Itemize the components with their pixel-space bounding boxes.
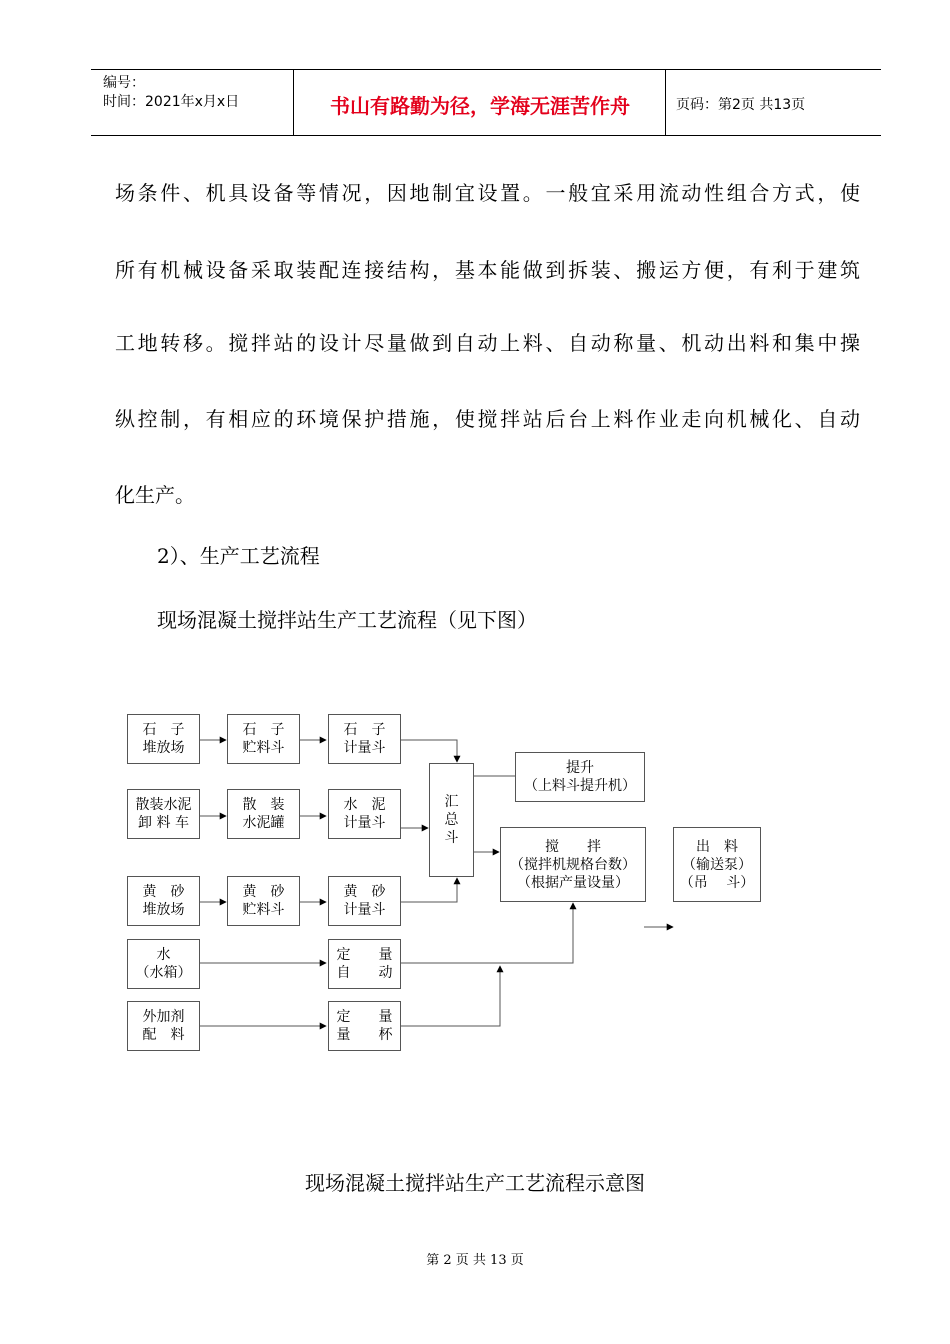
box-stone-bin-line-2: 贮料斗 [242, 740, 285, 756]
header-motto: 书山有路勤为径，学海无涯苦作舟 [330, 94, 630, 118]
box-stone-bin [227, 714, 300, 764]
page-footer: 第 2 页 共 13 页 [426, 1253, 524, 1268]
section-heading: 2）、生产工艺流程 [157, 544, 320, 568]
box-collector-line-1: 汇 [444, 794, 459, 810]
box-sand-yard-line-1: 黄 砂 [142, 884, 185, 900]
box-output-line-1: 出 料 [696, 838, 738, 855]
box-sand-bin-line-1: 黄 砂 [242, 884, 285, 900]
document-number-label: 编号： [103, 75, 145, 91]
body-line-2: 所有机械设备采取装配连接结构，基本能做到拆装、搬运方便，有利于建筑 [115, 258, 860, 282]
box-sand-yard [127, 876, 200, 926]
flowchart-caption: 现场混凝土搅拌站生产工艺流程示意图 [305, 1171, 645, 1195]
document-time-label: 时间：2021年x月x日 [103, 94, 240, 110]
box-cement-hopper-line-2: 计量斗 [343, 815, 386, 831]
box-water-meter-line-2: 自 动 [336, 965, 393, 981]
box-lift [515, 752, 645, 802]
box-cement-truck-line-1: 散装水泥 [135, 797, 192, 813]
box-sand-bin [227, 876, 300, 926]
box-cement-hopper [328, 789, 401, 839]
box-output-line-2: （输送泵） [682, 856, 752, 873]
connector-water-meter-to-mixer [401, 903, 573, 963]
box-sand-bin-line-2: 贮料斗 [242, 902, 285, 918]
box-stone-hopper-line-1: 石 子 [343, 722, 386, 738]
body-line-4: 纵控制，有相应的环境保护措施，使搅拌站后台上料作业走向机械化、自动 [115, 407, 860, 431]
box-mixer-line-3: （根据产量设量） [517, 874, 629, 891]
box-additive-meter-line-2: 量 杯 [336, 1027, 393, 1043]
box-water-line-2: （水箱） [135, 965, 192, 981]
box-stone-hopper [328, 714, 401, 764]
box-sand-yard-line-2: 堆放场 [142, 902, 185, 918]
box-lift-line-2: （上料斗提升机） [524, 778, 636, 794]
connector-sand-hopper-to-collector [401, 878, 457, 902]
box-mixer-line-1: 搅 拌 [545, 838, 601, 855]
box-output-line-3: （吊 斗） [679, 874, 755, 891]
flowchart-intro: 现场混凝土搅拌站生产工艺流程（见下图） [157, 608, 537, 632]
box-collector-line-2: 总 [444, 812, 459, 828]
box-cement-tank-line-2: 水泥罐 [242, 815, 285, 831]
box-sand-hopper-line-1: 黄 砂 [343, 884, 386, 900]
box-cement-truck-line-2: 卸 料 车 [138, 815, 189, 831]
box-collector-line-3: 斗 [444, 830, 459, 846]
box-stone-yard-line-1: 石 子 [142, 722, 185, 738]
box-stone-bin-line-1: 石 子 [242, 722, 285, 738]
box-stone-hopper-line-2: 计量斗 [343, 740, 386, 756]
box-mixer-line-2: （搅拌机规格台数） [510, 856, 636, 873]
box-additive [127, 1001, 200, 1051]
box-cement-tank-line-1: 散 装 [242, 797, 285, 813]
box-water-meter-line-1: 定 量 [336, 947, 393, 963]
body-line-5: 化生产。 [115, 483, 195, 507]
box-sand-hopper [328, 876, 401, 926]
connector-stone-hopper-to-collector [401, 740, 457, 762]
box-cement-truck [127, 789, 200, 839]
box-stone-yard-line-2: 堆放场 [142, 740, 185, 756]
box-cement-tank [227, 789, 300, 839]
box-sand-hopper-line-2: 计量斗 [343, 902, 386, 918]
box-stone-yard [127, 714, 200, 764]
box-water-line-1: 水 [156, 947, 171, 963]
box-output [673, 827, 761, 902]
page-number-label: 页码：第2页 共13页 [676, 97, 806, 113]
connector-additive-meter-to-junction [401, 966, 500, 1026]
box-lift-line-1: 提升 [566, 760, 594, 776]
box-additive-line-1: 外加剂 [142, 1009, 185, 1025]
box-additive-meter-line-1: 定 量 [336, 1009, 393, 1025]
body-line-3: 工地转移。搅拌站的设计尽量做到自动上料、自动称量、机动出料和集中操 [115, 331, 860, 355]
box-additive-meter [328, 1001, 401, 1051]
box-water-meter [328, 939, 401, 989]
box-cement-hopper-line-1: 水 泥 [343, 797, 386, 813]
body-line-1: 场条件、机具设备等情况，因地制宜设置。一般宜采用流动性组合方式，使 [115, 181, 860, 205]
box-mixer [500, 827, 646, 902]
box-collector [429, 763, 474, 877]
box-water [127, 939, 200, 989]
box-additive-line-2: 配 料 [142, 1027, 185, 1043]
